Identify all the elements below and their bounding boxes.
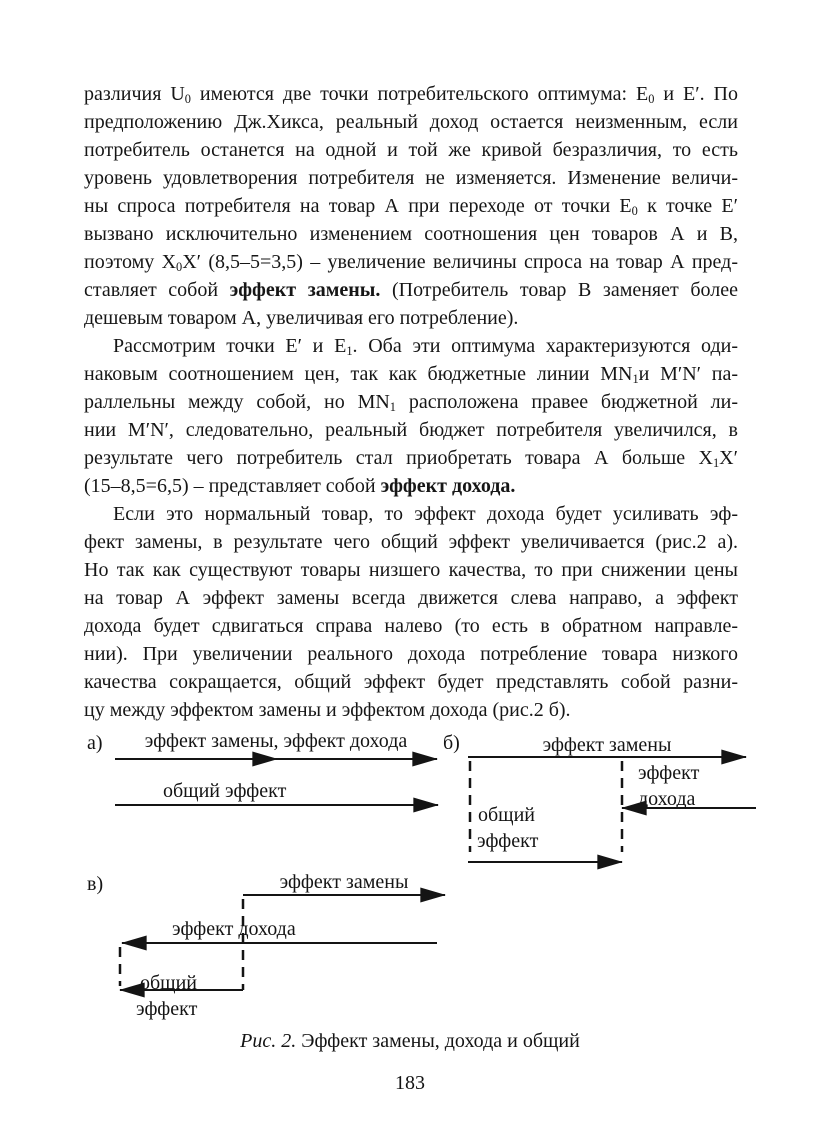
panel-b-income-label-line2: дохода bbox=[638, 788, 696, 810]
text-run: уровень удовлетворения потребителя не изменяется. Изменение величи- bbox=[84, 167, 738, 189]
panel-v-total-label-line1: общий bbox=[140, 972, 197, 994]
text-run: потребитель останется на одной и той же кривой безразличия, то есть bbox=[84, 139, 738, 161]
text-run: 0 bbox=[184, 92, 191, 107]
text-line bbox=[84, 360, 738, 388]
panel-b-total-label-line1: общий bbox=[478, 804, 535, 826]
text-run: результате чего потребитель стал приобретать товара А больше Х bbox=[84, 447, 713, 469]
text-run: на товар А эффект замены всегда движется слева направо, а эффект bbox=[84, 587, 738, 609]
text-line bbox=[84, 696, 738, 724]
text-run: дешевым товаром А, увеличивая его потребление). bbox=[84, 307, 519, 329]
paragraph-1 bbox=[84, 80, 738, 332]
text-line bbox=[84, 444, 738, 472]
text-run: (Потребитель товар В заменяет более bbox=[380, 279, 738, 301]
figure-2-diagram bbox=[0, 728, 820, 1028]
text-line bbox=[84, 640, 738, 668]
text-line bbox=[84, 612, 738, 640]
paragraph-2 bbox=[84, 332, 738, 500]
panel-v-total-label-line2: эффект bbox=[136, 998, 198, 1020]
text-run: Но так как существуют товары низшего качества, то при снижении цены bbox=[84, 559, 738, 581]
text-run: 1 bbox=[389, 400, 396, 415]
text-line bbox=[84, 332, 738, 360]
panel-b-caption: эффект замены bbox=[542, 734, 672, 756]
panel-a-label: а) bbox=[87, 732, 103, 754]
text-run: и Е′. По bbox=[654, 83, 738, 105]
text-run: 0 bbox=[631, 204, 638, 219]
panel-a-total-label: общий эффект bbox=[163, 780, 287, 802]
text-run: дохода будет сдвигаться справа налево (то есть в обратном направле- bbox=[84, 615, 738, 637]
panel-b-income-label-line1: эффект bbox=[638, 762, 700, 784]
text-run: различия U bbox=[84, 83, 185, 105]
panel-b-total-label-line2: эффект bbox=[477, 830, 539, 852]
text-line bbox=[84, 668, 738, 696]
text-run: . Оба эти оптимума характеризуются оди- bbox=[352, 335, 738, 357]
text-run: нии). При увеличении реального дохода потребление товара низкого bbox=[84, 643, 738, 665]
text-line bbox=[84, 108, 738, 136]
text-run: Если это нормальный товар, то эффект дохода будет усиливать эф- bbox=[113, 503, 738, 525]
text-run: ставляет собой bbox=[84, 279, 230, 301]
body-text bbox=[84, 80, 738, 724]
text-run: нии M′N′, следовательно, реальный бюджет потребителя увеличился, в bbox=[84, 419, 738, 441]
text-line bbox=[84, 248, 738, 276]
text-run: расположена правее бюджетной ли- bbox=[396, 391, 738, 413]
text-run: поэтому Х bbox=[84, 251, 177, 273]
text-run: 0 bbox=[176, 260, 183, 275]
text-run: и M′N′ па- bbox=[638, 363, 739, 385]
text-line bbox=[84, 192, 738, 220]
figure-caption bbox=[0, 1030, 820, 1053]
text-line bbox=[84, 164, 738, 192]
text-run: Рис. 2. bbox=[240, 1030, 297, 1052]
text-run: качества сокращается, общий эффект будет представлять собой разни- bbox=[84, 671, 738, 693]
text-line bbox=[84, 528, 738, 556]
text-line bbox=[84, 416, 738, 444]
text-line bbox=[84, 472, 738, 500]
panel-v-caption: эффект замены bbox=[279, 871, 409, 893]
panel-v-label: в) bbox=[87, 873, 104, 895]
text-line bbox=[84, 584, 738, 612]
text-run: вызвано исключительно изменением соотношения цен товаров А и В, bbox=[84, 223, 738, 245]
panel-v-income-label: эффект дохода bbox=[172, 918, 296, 940]
text-line bbox=[84, 500, 738, 528]
text-run: эффект замены. bbox=[229, 279, 381, 301]
text-run: Эффект замены, дохода и общий bbox=[296, 1030, 580, 1052]
text-run: предположению Дж.Хикса, реальный доход остается неизменным, если bbox=[84, 111, 738, 133]
text-run: 1 bbox=[346, 344, 353, 359]
text-run: цу между эффектом замены и эффектом дохода (рис.2 б). bbox=[84, 699, 571, 721]
text-run: к точке Е′ bbox=[637, 195, 738, 217]
text-run: 1 bbox=[712, 456, 720, 471]
text-run: Рассмотрим точки Е′ и Е bbox=[113, 335, 347, 357]
text-run: раллельны между собой, но MN bbox=[84, 391, 390, 413]
text-line bbox=[84, 304, 738, 332]
text-run: 0 bbox=[648, 92, 655, 107]
text-line bbox=[84, 388, 738, 416]
text-run: Х′ bbox=[719, 447, 738, 469]
text-run: фект замены, в результате чего общий эффект увеличивается (рис.2 а). bbox=[84, 531, 738, 553]
panel-b-label: б) bbox=[443, 732, 460, 754]
text-run: Х′ (8,5–5=3,5) – увеличение величины спроса на товар А пред- bbox=[182, 251, 738, 273]
text-run: 1 bbox=[632, 372, 639, 387]
paragraph-3 bbox=[84, 500, 738, 724]
text-line bbox=[84, 136, 738, 164]
text-line bbox=[84, 556, 738, 584]
text-line bbox=[84, 276, 738, 304]
text-run: ны спроса потребителя на товар А при переходе от точки Е bbox=[84, 195, 632, 217]
text-run: (15–8,5=6,5) – представляет собой bbox=[84, 475, 381, 497]
text-run: имеются две точки потребительского оптимума: Е bbox=[191, 83, 649, 105]
text-run: эффект дохода. bbox=[380, 475, 516, 497]
text-line bbox=[84, 220, 738, 248]
page-number: 183 bbox=[395, 1072, 425, 1094]
panel-a-caption: эффект замены, эффект дохода bbox=[144, 730, 408, 752]
text-line bbox=[84, 80, 738, 108]
text-run: наковым соотношением цен, так как бюджетные линии MN bbox=[84, 363, 633, 385]
